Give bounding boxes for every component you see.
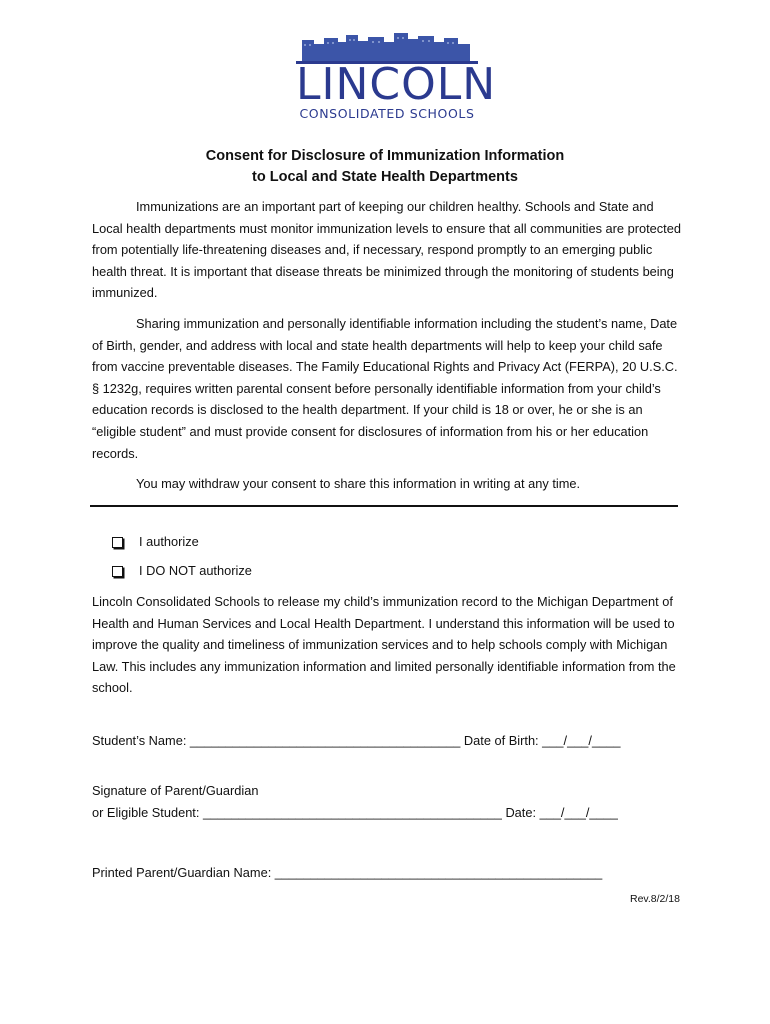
not-authorize-label: I DO NOT authorize [139,563,252,578]
printed-name-field[interactable]: Printed Parent/Guardian Name: ______________________________________________ [92,865,603,880]
withdraw-paragraph: You may withdraw your consent to share this information in writing at any time. [136,476,581,491]
checkbox-icon[interactable] [112,566,123,577]
title-line-1: Consent for Disclosure of Immunization Information [205,148,565,164]
logo-name: LINCOLN [296,59,497,110]
student-name-field[interactable]: Student’s Name: ______________________________________ Date of Birth: ___/___/____ [92,733,621,748]
document-title [0,146,770,188]
authorize-label: I authorize [139,534,199,549]
title-line-2: to Local and State Health Departments [252,169,518,185]
not-authorize-option[interactable] [112,562,252,580]
intro-paragraph: Immunizations are an important part of keeping our children healthy. Schools and State and Local health departments must monitor immunization levels to ensure that all communities are protected from potentially life-threatening diseases and, if necessary, respond promptly to an emerging public health threat. It is important that disease threats be minimized through the monitoring of students being immunized. [92,199,681,301]
logo-subtitle: CONSOLIDATED SCHOOLS [299,106,475,121]
signature-label: Signature of Parent/Guardian [92,783,259,798]
checkbox-icon[interactable] [112,537,123,548]
signature-field[interactable]: or Eligible Student: __________________________________________ Date: ___/___/____ [92,805,618,820]
ferpa-paragraph: Sharing immunization and personally identifiable information including the student’s name, Date of Birth, gender, and address with local and state health departments will help to keep your child safe from vaccine preventable diseases. The Family Educational Rights and Privacy Act (FERPA), 20 U.S.C. § 1232g, requires written parental consent before personally identifiable information from your child’s education records is disclosed to the health department. If your child is 18 or over, he or she is an “eligible student” and must provide consent for disclosures of information from his or her education records. [92,316,678,461]
release-paragraph: Lincoln Consolidated Schools to release my child’s immunization record to the Michigan Department of Health and Human Services and Local Health Department. I understand this information will be used to improve the quality and timeliness of immunization services and to help schools comply with Michigan Law. This includes any immunization information and limited personally identifiable information from the school. [92,594,676,696]
authorize-option[interactable] [112,533,199,551]
school-logo [296,30,497,122]
revision-note: Rev.8/2/18 [629,893,680,905]
section-divider [90,505,678,507]
